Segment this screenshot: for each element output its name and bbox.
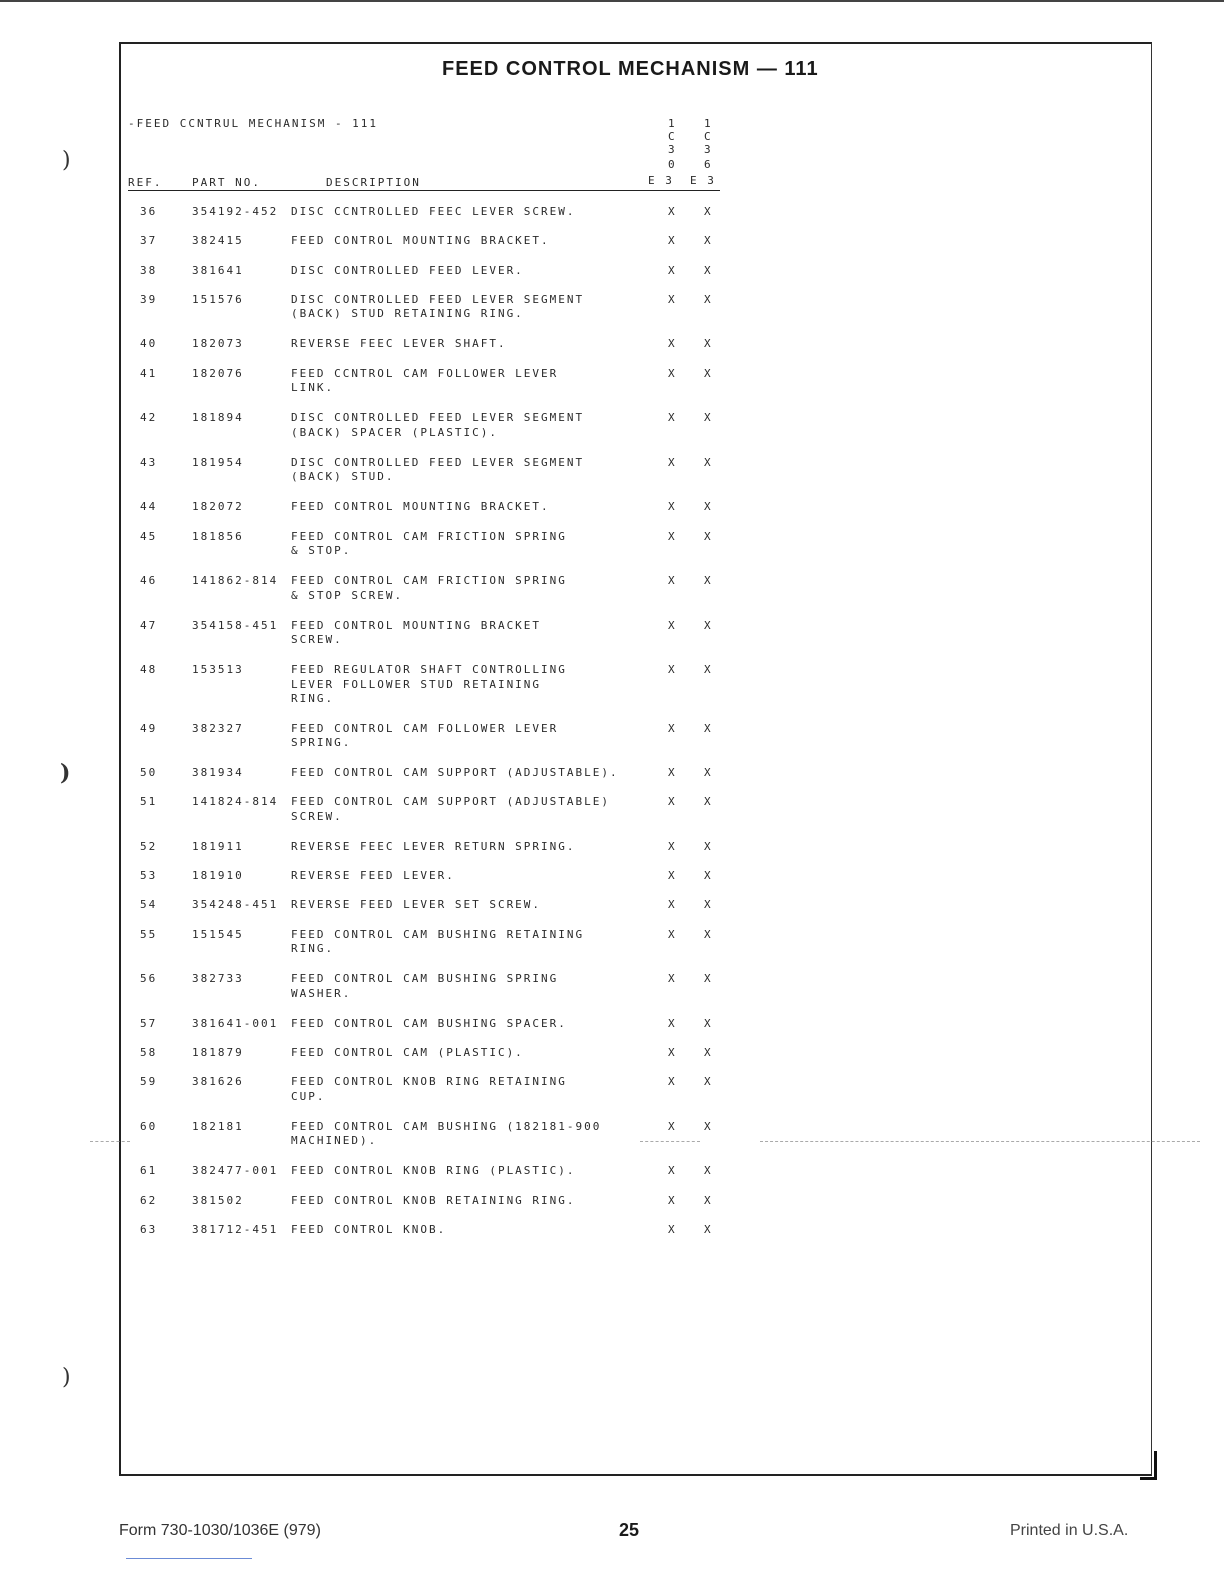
ref-number: 58 bbox=[140, 1046, 158, 1059]
model-1036-mark: X bbox=[704, 1016, 713, 1030]
ref-number: 45 bbox=[140, 529, 158, 543]
model-1030-mark: X bbox=[668, 1164, 677, 1178]
model-1036-mark: X bbox=[704, 927, 713, 941]
part-description: REVERSE FEEC LEVER RETURN SPRING. bbox=[291, 839, 576, 853]
form-number: Form 730-1030/1036E (979) bbox=[119, 1522, 321, 1539]
description-header: DESCRIPTION bbox=[326, 176, 421, 189]
part-number: 381641 bbox=[192, 263, 244, 277]
model-1036-mark: X bbox=[704, 766, 713, 779]
model-1030-header: 3 bbox=[668, 143, 677, 156]
part-description: SCREW. bbox=[291, 809, 343, 823]
ref-number: 54 bbox=[140, 898, 158, 912]
model-1036-mark: X bbox=[704, 263, 713, 277]
ref-number: 40 bbox=[140, 337, 158, 351]
part-description: (BACK) STUD RETAINING RING. bbox=[291, 307, 524, 321]
part-number: 354158-451 bbox=[192, 618, 279, 632]
part-number: 181910 bbox=[192, 869, 244, 883]
ref-number: 57 bbox=[140, 1016, 158, 1030]
model-1036-mark: X bbox=[704, 663, 713, 676]
model-1030-mark: X bbox=[668, 205, 677, 218]
ref-number: 53 bbox=[140, 869, 158, 883]
model-1030-mark: X bbox=[668, 234, 677, 248]
ref-number: 48 bbox=[140, 663, 158, 676]
part-description: FEED CONTROL CAM BUSHING SPRING bbox=[291, 972, 559, 986]
model-1030-mark: X bbox=[668, 529, 677, 543]
model-1030-mark: X bbox=[668, 869, 677, 883]
model-1036-mark: X bbox=[704, 869, 713, 883]
model-1036-mark: X bbox=[704, 1075, 713, 1089]
model-1030-mark: X bbox=[668, 721, 677, 735]
model-1030-mark: X bbox=[668, 455, 677, 469]
part-description: DISC CCNTROLLED FEEC LEVER SCREW. bbox=[291, 205, 576, 218]
part-description: FEED CONTROL MOUNTING BRACKET. bbox=[291, 500, 550, 514]
ref-number: 51 bbox=[140, 795, 158, 809]
part-number: 354192-452 bbox=[192, 205, 279, 218]
page-number: 25 bbox=[619, 1520, 640, 1540]
part-description: (BACK) SPACER (PLASTIC). bbox=[291, 425, 498, 439]
part-description: SCREW. bbox=[291, 633, 343, 646]
part-description: MACHINED). bbox=[291, 1134, 378, 1148]
scan-artifact bbox=[90, 1141, 130, 1142]
ref-number: 43 bbox=[140, 455, 158, 469]
model-1030-mark: X bbox=[668, 1046, 677, 1059]
ref-number: 36 bbox=[140, 205, 158, 218]
part-description: DISC CONTROLLED FEED LEVER SEGMENT bbox=[291, 411, 585, 425]
model-1030-mark: X bbox=[668, 1193, 677, 1207]
part-number: 382477-001 bbox=[192, 1164, 279, 1178]
part-number: 151576 bbox=[192, 292, 244, 306]
part-description: REVERSE FEED LEVER SET SCREW. bbox=[291, 898, 542, 912]
part-number: 182181 bbox=[192, 1119, 244, 1133]
part-description: REVERSE FEEC LEVER SHAFT. bbox=[291, 337, 507, 351]
model-1030-mark: X bbox=[668, 927, 677, 941]
ref-number: 56 bbox=[140, 972, 158, 986]
ref-number: 46 bbox=[140, 574, 158, 587]
printed-in: Printed in U.S.A. bbox=[1010, 1522, 1129, 1539]
part-description: DISC CONTROLLED FEED LEVER SEGMENT bbox=[291, 455, 585, 469]
model-1036-mark: X bbox=[704, 972, 713, 986]
part-description: LINK. bbox=[291, 381, 335, 395]
model-1036-mark: X bbox=[704, 205, 713, 218]
part-number: 181894 bbox=[192, 411, 244, 425]
part-description: FEED CONTROL KNOB RETAINING RING. bbox=[291, 1193, 576, 1207]
ref-number: 41 bbox=[140, 366, 158, 380]
part-description: FEED CONTROL MOUNTING BRACKET. bbox=[291, 234, 550, 248]
model-1030-mark: X bbox=[668, 618, 677, 632]
part-number: 181856 bbox=[192, 529, 244, 543]
ref-number: 63 bbox=[140, 1222, 158, 1236]
ref-number: 42 bbox=[140, 411, 158, 425]
part-number: 153513 bbox=[192, 663, 244, 676]
model-1030-mark: X bbox=[668, 1222, 677, 1236]
model-1030-header: C bbox=[668, 130, 677, 143]
part-description: WASHER. bbox=[291, 986, 352, 1000]
model-1030-mark: X bbox=[668, 500, 677, 514]
model-1036-header: E 3 bbox=[690, 174, 716, 187]
model-1036-header: 1 bbox=[704, 117, 713, 130]
part-description: CUP. bbox=[291, 1089, 326, 1103]
corner-mark bbox=[1140, 1451, 1157, 1480]
part-number: 354248-451 bbox=[192, 898, 279, 912]
part-description: & STOP SCREW. bbox=[291, 588, 404, 602]
ref-number: 47 bbox=[140, 618, 158, 632]
part-number: 181954 bbox=[192, 455, 244, 469]
part-number: 181879 bbox=[192, 1046, 244, 1059]
part-number: 141824-814 bbox=[192, 795, 279, 809]
part-number: 182073 bbox=[192, 337, 244, 351]
ref-number: 59 bbox=[140, 1075, 158, 1089]
part-description: DISC CONTROLLED FEED LEVER SEGMENT bbox=[291, 292, 585, 306]
model-1030-mark: X bbox=[668, 411, 677, 425]
part-number: 382733 bbox=[192, 972, 244, 986]
part-description: FEED CONTROL CAM BUSHING RETAINING bbox=[291, 927, 585, 941]
page-frame bbox=[119, 42, 1152, 1476]
part-number: 381712-451 bbox=[192, 1222, 279, 1236]
part-description: FEED CONTROL CAM (PLASTIC). bbox=[291, 1046, 524, 1059]
model-1036-mark: X bbox=[704, 234, 713, 248]
model-1036-mark: X bbox=[704, 1119, 713, 1133]
model-1036-header: 3 bbox=[704, 143, 713, 156]
model-1036-mark: X bbox=[704, 500, 713, 514]
model-1036-mark: X bbox=[704, 366, 713, 380]
model-1036-header: C bbox=[704, 130, 713, 143]
section-subtitle: -FEED CCNTRUL MECHANISM - 111 bbox=[128, 117, 379, 130]
part-description: FEED CONTROL MOUNTING BRACKET bbox=[291, 618, 542, 632]
model-1036-mark: X bbox=[704, 337, 713, 351]
part-number: 381626 bbox=[192, 1075, 244, 1089]
part-description: REVERSE FEED LEVER. bbox=[291, 869, 455, 883]
model-1036-mark: X bbox=[704, 455, 713, 469]
model-1036-mark: X bbox=[704, 529, 713, 543]
model-1030-mark: X bbox=[668, 766, 677, 779]
ref-number: 37 bbox=[140, 234, 158, 248]
model-1030-mark: X bbox=[668, 663, 677, 676]
model-1036-mark: X bbox=[704, 795, 713, 809]
ref-header: REF. bbox=[128, 176, 163, 189]
model-1036-mark: X bbox=[704, 898, 713, 912]
scan-artifact bbox=[640, 1141, 700, 1142]
model-1030-mark: X bbox=[668, 574, 677, 587]
part-description: RING. bbox=[291, 692, 335, 705]
part-description: FEED CONTROL CAM SUPPORT (ADJUSTABLE) bbox=[291, 795, 611, 809]
binding-mark: ) bbox=[62, 148, 71, 173]
part-description: FEED CONTROL CAM FOLLOWER LEVER bbox=[291, 721, 559, 735]
part-description: FEED CONTROL CAM FRICTION SPRING bbox=[291, 574, 567, 587]
part-description: FEED CONTROL KNOB. bbox=[291, 1222, 447, 1236]
model-1030-mark: X bbox=[668, 1016, 677, 1030]
underline-mark bbox=[126, 1558, 252, 1559]
model-1036-mark: X bbox=[704, 1046, 713, 1059]
ref-number: 39 bbox=[140, 292, 158, 306]
model-1036-header: 6 bbox=[704, 158, 713, 171]
part-description: (BACK) STUD. bbox=[291, 470, 395, 484]
ref-number: 55 bbox=[140, 927, 158, 941]
binding-mark: ) bbox=[62, 1365, 71, 1390]
model-1030-mark: X bbox=[668, 839, 677, 853]
part-description: FEED CONTROL CAM SUPPORT (ADJUSTABLE). bbox=[291, 766, 619, 779]
part-description: DISC CONTROLLED FEED LEVER. bbox=[291, 263, 524, 277]
part-description: FEED CONTROL KNOB RING (PLASTIC). bbox=[291, 1164, 576, 1178]
model-1036-mark: X bbox=[704, 721, 713, 735]
model-1030-header: 1 bbox=[668, 117, 677, 130]
part-description: RING. bbox=[291, 942, 335, 956]
ref-number: 62 bbox=[140, 1193, 158, 1207]
model-1030-mark: X bbox=[668, 1075, 677, 1089]
part-no-header: PART NO. bbox=[192, 176, 261, 189]
part-description: FEED CONTROL CAM FRICTION SPRING bbox=[291, 529, 567, 543]
model-1036-mark: X bbox=[704, 839, 713, 853]
part-description: FEED CCNTROL CAM FOLLOWER LEVER bbox=[291, 366, 559, 380]
part-number: 381502 bbox=[192, 1193, 244, 1207]
part-description: & STOP. bbox=[291, 544, 352, 557]
binding-mark: ) bbox=[60, 760, 71, 786]
model-1030-mark: X bbox=[668, 263, 677, 277]
model-1030-mark: X bbox=[668, 898, 677, 912]
part-description: FEED CONTROL KNOB RING RETAINING bbox=[291, 1075, 567, 1089]
model-1036-mark: X bbox=[704, 1164, 713, 1178]
model-1030-mark: X bbox=[668, 795, 677, 809]
model-1030-mark: X bbox=[668, 292, 677, 306]
model-1030-mark: X bbox=[668, 337, 677, 351]
part-number: 382327 bbox=[192, 721, 244, 735]
model-1030-header: E 3 bbox=[648, 174, 674, 187]
part-description: LEVER FOLLOWER STUD RETAINING bbox=[291, 677, 542, 691]
part-number: 381641-001 bbox=[192, 1016, 279, 1030]
part-description: FEED REGULATOR SHAFT CONTROLLING bbox=[291, 663, 567, 676]
model-1036-mark: X bbox=[704, 1193, 713, 1207]
part-number: 151545 bbox=[192, 927, 244, 941]
page-title: FEED CONTROL MECHANISM — 111 bbox=[442, 58, 819, 80]
ref-number: 50 bbox=[140, 766, 158, 779]
model-1030-mark: X bbox=[668, 366, 677, 380]
model-1036-mark: X bbox=[704, 1222, 713, 1236]
part-description: SPRING. bbox=[291, 736, 352, 749]
model-1036-mark: X bbox=[704, 618, 713, 632]
part-description: FEED CONTROL CAM BUSHING (182181-900 bbox=[291, 1119, 602, 1133]
model-1036-mark: X bbox=[704, 411, 713, 425]
ref-number: 38 bbox=[140, 263, 158, 277]
part-number: 182076 bbox=[192, 366, 244, 380]
model-1030-header: 0 bbox=[668, 158, 677, 171]
model-1036-mark: X bbox=[704, 574, 713, 587]
top-rule bbox=[0, 0, 1224, 2]
ref-number: 61 bbox=[140, 1164, 158, 1178]
ref-number: 49 bbox=[140, 721, 158, 735]
part-number: 381934 bbox=[192, 766, 244, 779]
model-1030-mark: X bbox=[668, 972, 677, 986]
part-number: 382415 bbox=[192, 234, 244, 248]
ref-number: 60 bbox=[140, 1119, 158, 1133]
ref-number: 52 bbox=[140, 839, 158, 853]
model-1036-mark: X bbox=[704, 292, 713, 306]
scan-artifact bbox=[760, 1141, 1200, 1142]
part-number: 182072 bbox=[192, 500, 244, 514]
part-description: FEED CONTROL CAM BUSHING SPACER. bbox=[291, 1016, 567, 1030]
ref-number: 44 bbox=[140, 500, 158, 514]
header-rule bbox=[128, 190, 720, 191]
part-number: 141862-814 bbox=[192, 574, 279, 587]
part-number: 181911 bbox=[192, 839, 244, 853]
model-1030-mark: X bbox=[668, 1119, 677, 1133]
